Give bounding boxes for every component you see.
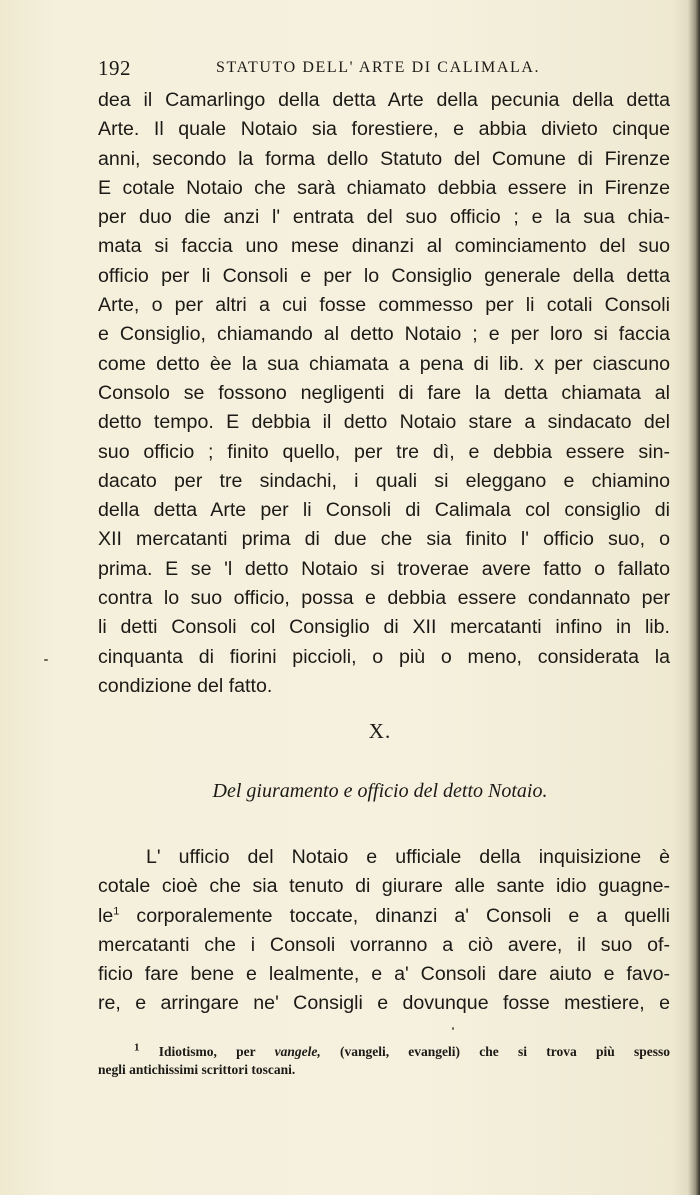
text-line: dea il Camarlingo della detta Arte della pecunia della detta: [98, 89, 670, 111]
footnote-line: negli antichissimi scrittori toscani.: [98, 1062, 296, 1077]
text-line: ficio fare bene e lealmente, e a' Consoli dare aiuto e favo-: [98, 963, 670, 986]
text-line: e Consiglio, chiamando al detto Notaio ; e per loro si faccia: [98, 323, 670, 346]
page-header: [98, 56, 670, 86]
footnote-text: (vangeli, evangeli) che si trova più spesso: [320, 1044, 670, 1059]
paragraph-statute-text: [98, 86, 670, 701]
page-gutter-shadow: [688, 0, 700, 1195]
text-line: officio per li Consoli e per lo Consiglio generale della detta: [98, 264, 670, 287]
text-line: L' ufficio del Notaio e ufficiale della inquisizione è: [146, 846, 670, 868]
paper-speck: [452, 1027, 454, 1030]
section-title: Del giuramento e officio del detto Notaio.: [212, 780, 548, 802]
text-line: per duo die anzi l' entrata del suo officio ; e la sua chia-: [98, 206, 670, 229]
text-line: condizione del fatto.: [98, 674, 273, 697]
footnote-line: [98, 1043, 670, 1061]
text-line: Arte, o per altri a cui fosse commesso per li cotali Consoli: [98, 294, 670, 317]
text-line: detto tempo. E debbia il detto Notaio stare a sindacato del: [98, 411, 670, 434]
paragraph-notary-office: [98, 843, 670, 1019]
text-line: contra lo suo officio, possa e debbia essere condannato per: [98, 587, 670, 610]
text-line: anni, secondo la forma dello Statuto del Comune di Firenze: [98, 147, 670, 170]
text-line: dacato per tre sindachi, i quali si eleggano e chiamino: [98, 469, 670, 492]
text-line: cinquanta di fiorini piccioli, o più o meno, considerata la: [98, 645, 670, 668]
footnote-italic-word: vangele,: [274, 1044, 321, 1059]
text-line: prima. E se 'l detto Notaio si troverae avere fatto o fallato: [98, 557, 670, 580]
running-title: STATUTO DELL' ARTE DI CALIMALA.: [216, 59, 541, 76]
footnote-text: Idiotismo, per: [139, 1044, 275, 1059]
footnote-marker: 1: [134, 1043, 140, 1054]
text-fragment: le: [98, 904, 114, 927]
text-line: come detto èe la sua chiamata a pena di lib. x per ciascuno: [98, 352, 670, 375]
text-line: li detti Consoli col Consiglio di XII mercatanti infino in lib.: [98, 616, 670, 639]
text-line-with-footnote-ref: [98, 902, 670, 931]
footnote: [98, 1043, 670, 1079]
text-line: Consolo se fossono negligenti di fare la detta chiamata al: [98, 381, 670, 404]
text-line: XII mercatanti prima di due che sia finito l' officio suo, o: [98, 528, 670, 551]
text-line: suo officio ; finito quello, per tre dì, e debbia essere sin-: [98, 440, 670, 463]
page-number: 192: [98, 56, 131, 80]
text-line: E cotale Notaio che sarà chiamato debbia essere in Firenze: [98, 176, 670, 199]
paper-speck: [44, 659, 48, 661]
section-number: X.: [368, 719, 392, 743]
text-line: della detta Arte per li Consoli di Calimala col consiglio di: [98, 499, 670, 522]
text-fragment: corporalemente toccate, dinanzi a' Consoli e a quelli: [119, 904, 670, 927]
text-line: mata si faccia uno mese dinanzi al cominciamento del suo: [98, 235, 670, 258]
text-line: re, e arringare ne' Consigli e dovunque fosse mestiere, e: [98, 992, 670, 1015]
footnote-reference: 1: [113, 905, 120, 918]
text-line: cotale cioè che sia tenuto di giurare alle sante idio guagne-: [98, 875, 670, 898]
text-line: mercatanti che i Consoli vorranno a ciò avere, il suo of-: [98, 933, 670, 956]
text-line: Arte. Il quale Notaio sia forestiere, e abbia divieto cinque: [98, 118, 670, 141]
